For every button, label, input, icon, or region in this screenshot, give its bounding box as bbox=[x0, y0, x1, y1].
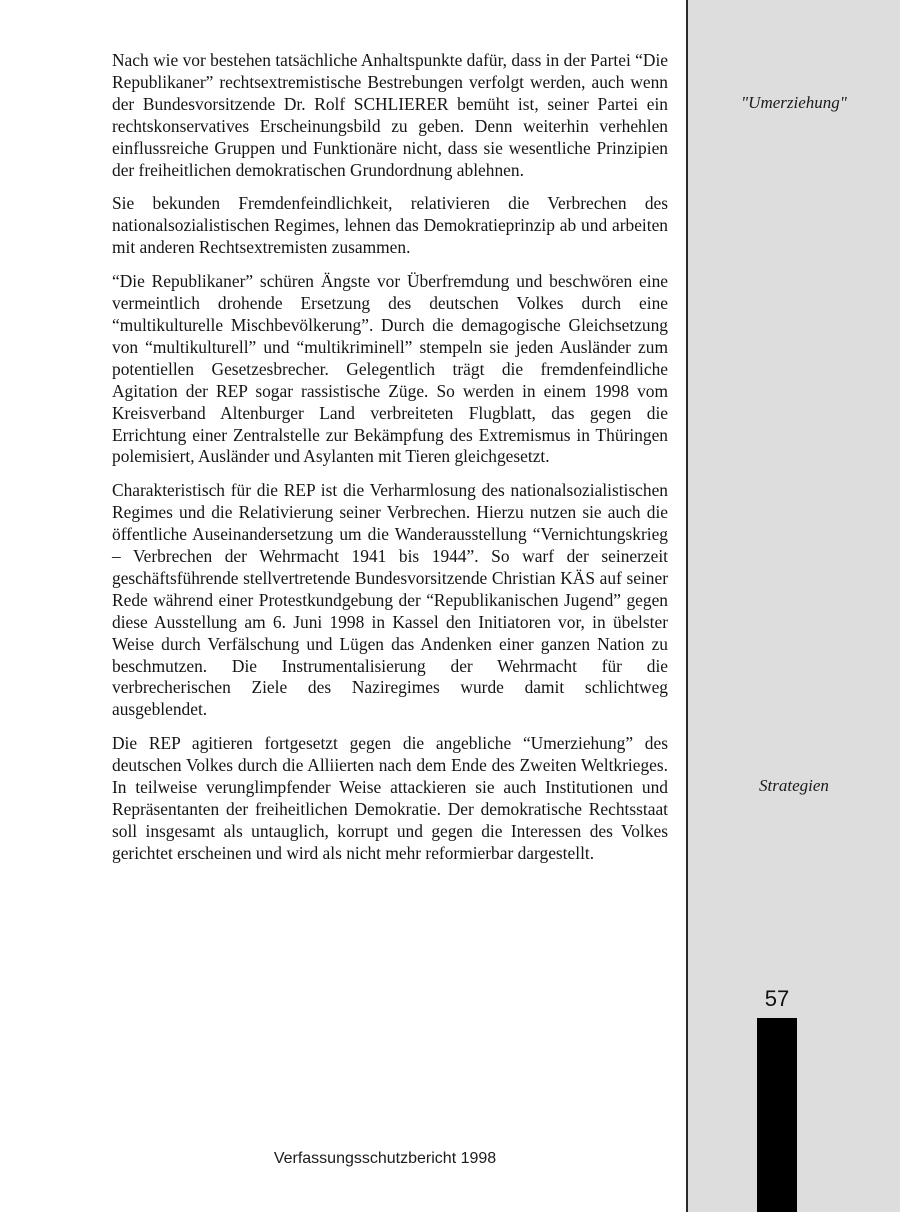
page-footer: Verfassungsschutzbericht 1998 bbox=[273, 1150, 497, 1167]
page-number: 57 bbox=[764, 986, 790, 1011]
paragraph-ueberfremdung: “Die Republikaner” schüren Ängste vor Überfremdung und beschwören eine vermeintlich drohende Ersetzung des deutschen Volkes durch eine “multikulturelle Mischbevölkerung”. Durch die demagogische Gleichsetzung von “multikulturell” und “multikriminell” stempeln sie jeden Ausländer zum potentiellen Gesetzesbrecher. Gelegentlich trägt die fremdenfeindliche Agitation der REP sogar rassistische Züge. So werden in einem 1998 vom Kreisverband Altenburger Land verbreiteten Flugblatt, das gegen die Errichtung einer Zentralstelle zur Bekämpfung des Extremismus in Thüringen polemisiert, Ausländer und Asylanten mit Tieren gleichgesetzt. bbox=[112, 271, 668, 467]
paragraph-umerziehung: Die REP agitieren fortgesetzt gegen die angebliche “Umerziehung” des deutschen Volkes durch die Alliierten nach dem Ende des Zweiten Weltkrieges. In teilweise verunglimpfender Weise attackieren sie auch Institutionen und Repräsentanten der freiheitlichen Demokratie. Der demokratische Rechtsstaat soll insgesamt als untauglich, korrupt und gegen die Interessen des Volkes gerichtet erscheinen und wird als nicht mehr reformierbar dargestellt. bbox=[112, 733, 668, 863]
margin-note-umerziehung: "Umerziehung" bbox=[741, 93, 847, 112]
page-tab-marker bbox=[757, 1018, 797, 1212]
paragraph-verharmlosung: Charakteristisch für die REP ist die Verharmlosung des nationalsozialistischen Regimes und die Relativierung seiner Verbrechen. Hierzu nutzen sie auch die öffentliche Auseinandersetzung um die Wanderausstellung “Vernichtungskrieg – Verbrechen der Wehrmacht 1941 bis 1944”. So warf der seinerzeit geschäftsführende stellvertretende Bundesvorsitzende Christian KÄS auf seiner Rede während einer Protestkundgebung der “Republikanischen Jugend” gegen diese Ausstellung am 6. Juni 1998 in Kassel den Initiatoren vor, in übelster Weise durch Verfälschung und Lügen das Andenken einer ganzen Nation zu beschmutzen. Die Instrumentalisierung der Wehrmacht für die verbrecherischen Ziele des Naziregimes wurde damit schlichtweg ausgeblendet. bbox=[112, 480, 668, 720]
paragraph-fremdenfeindlichkeit: Sie bekunden Fremdenfeindlichkeit, relativieren die Verbrechen des nationalsozialistischen Regimes, lehnen das Demokratieprinzip ab und arbeiten mit anderen Rechtsextremisten zusammen. bbox=[112, 193, 668, 258]
paragraph-republikaner-rechtsextremistisch: Nach wie vor bestehen tatsächliche Anhaltspunkte dafür, dass in der Partei “Die Republikaner” rechtsextremistische Bestrebungen verfolgt werden, auch wenn der Bundesvorsitzende Dr. Rolf SCHLIERER bemüht ist, seiner Partei ein rechtskonservatives Erscheinungsbild zu geben. Denn weiterhin verhehlen einflussreiche Gruppen und Funktionäre nicht, dass sie wesentliche Prinzipien der freiheitlichen demokratischen Grundordnung ablehnen. bbox=[112, 50, 668, 180]
main-text-column bbox=[112, 50, 668, 877]
margin-note-strategien: Strategien bbox=[759, 776, 829, 795]
